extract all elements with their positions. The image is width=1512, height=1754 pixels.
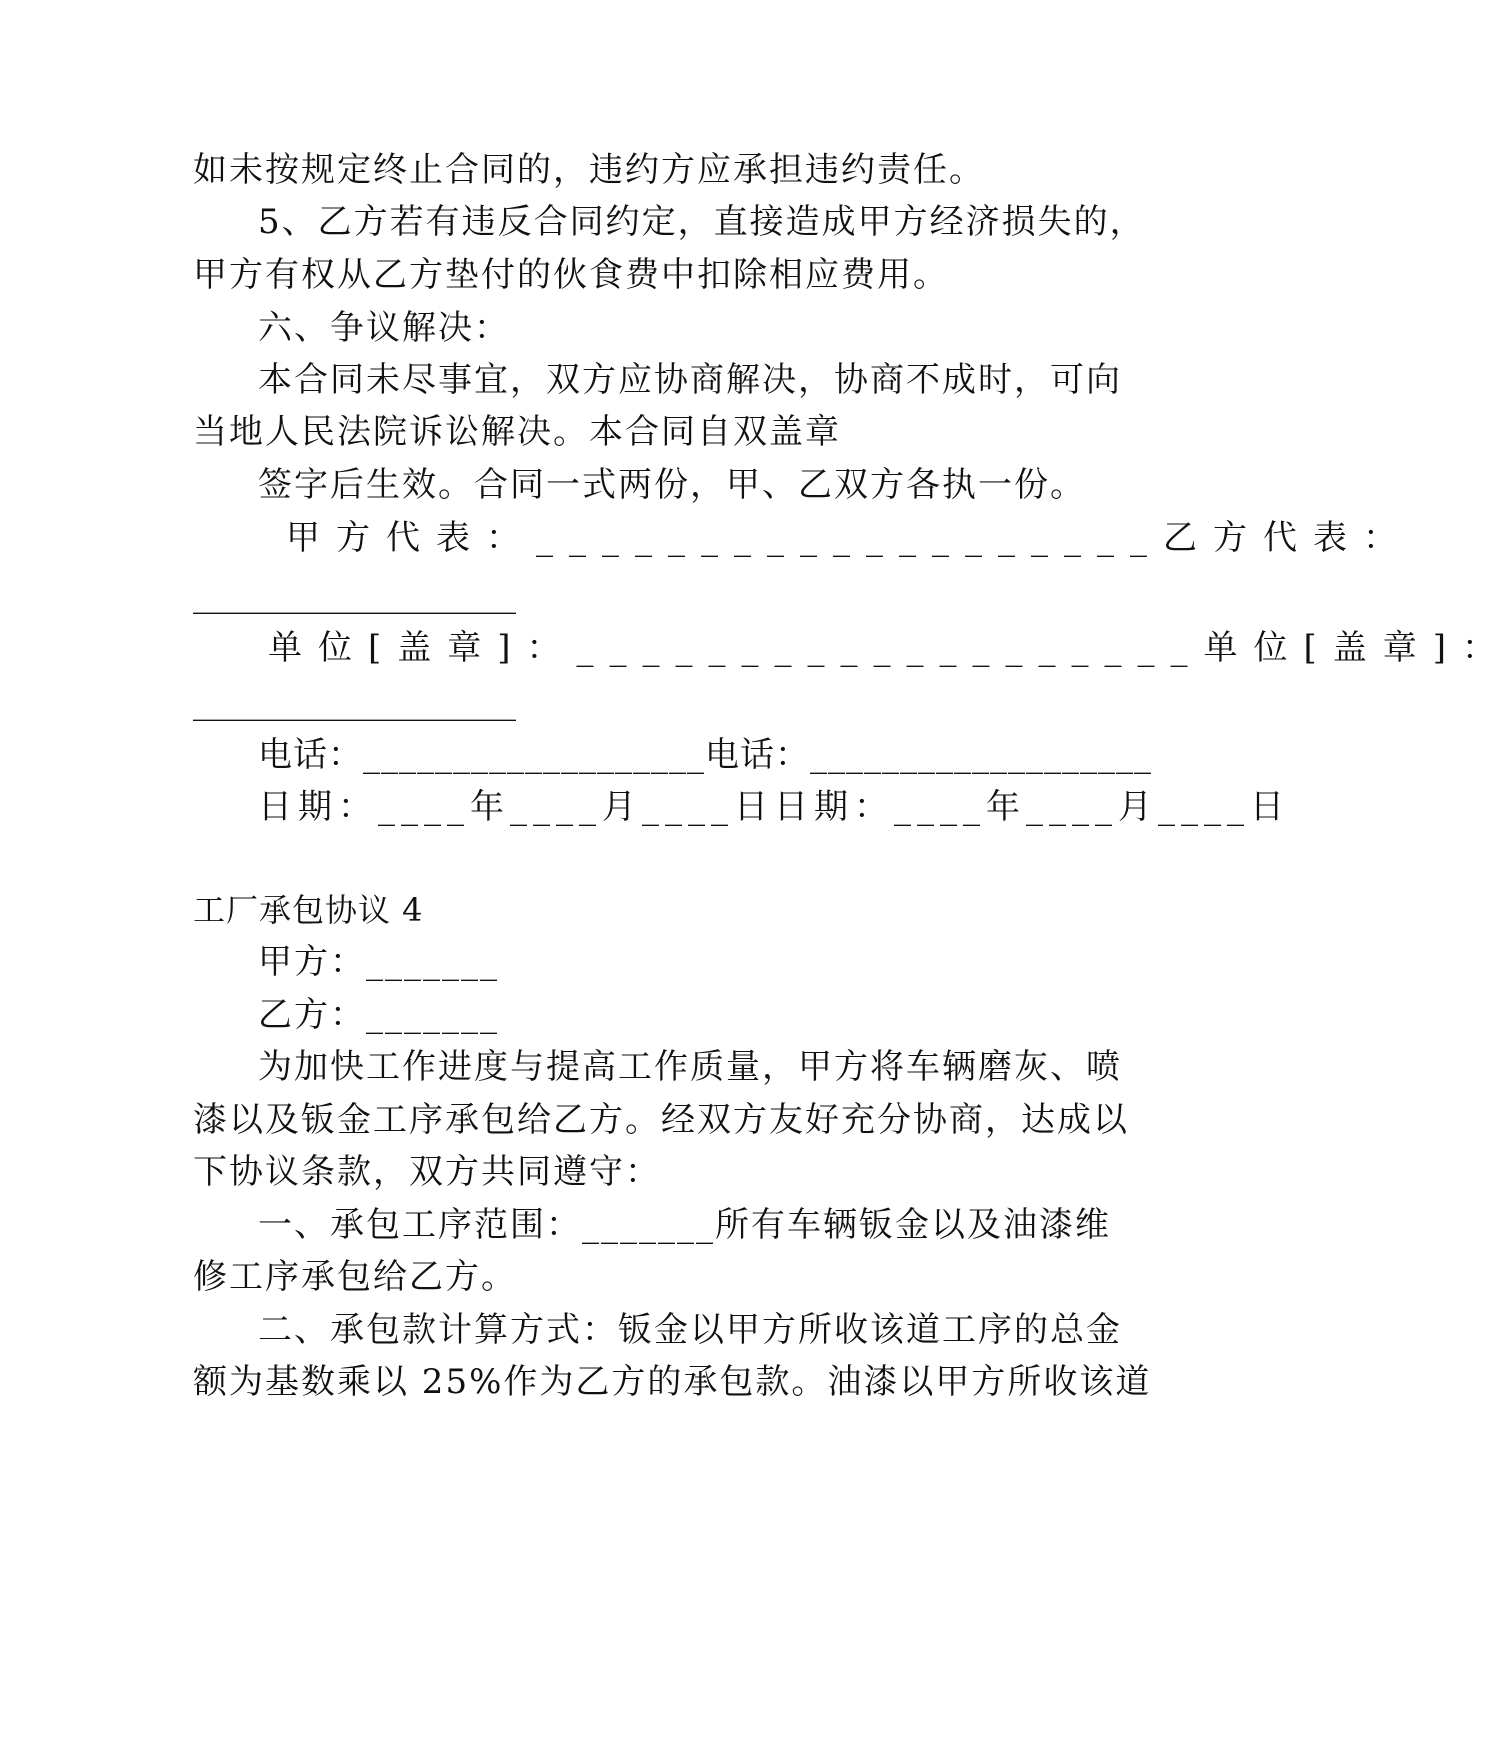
- party-a-line: 甲方：_______: [258, 942, 499, 982]
- paragraph-line: 下协议条款，双方共同遵守：: [193, 1152, 661, 1192]
- paragraph-line: 漆以及钣金工序承包给乙方。经双方友好充分协商，达成以: [193, 1100, 1129, 1140]
- paragraph-line: 额为基数乘以 25%作为乙方的承包款。油漆以甲方所收该道: [193, 1362, 1152, 1402]
- paragraph-line: 修工序承包给乙方。: [193, 1257, 517, 1297]
- agreement-title: 工厂承包协议 4: [193, 891, 424, 929]
- signature-line-representative: 甲方代表：___________________乙方代表：: [286, 518, 1413, 558]
- paragraph-line: 签字后生效。合同一式两份，甲、乙双方各执一份。: [258, 465, 1086, 505]
- section-heading: 一、承包工序范围：_______所有车辆钣金以及油漆维: [258, 1205, 1111, 1245]
- party-b-line: 乙方：_______: [258, 995, 499, 1035]
- signature-line-date: 日期：____年____月____日日期：____年____月____日: [258, 787, 1290, 827]
- blank-underline: ___________________: [193, 682, 516, 722]
- section-heading: 二、承包款计算方式：钣金以甲方所收该道工序的总金: [258, 1310, 1122, 1350]
- blank-underline: ___________________: [193, 575, 516, 615]
- paragraph-line: 5、乙方若有违反合同约定，直接造成甲方经济损失的，: [258, 202, 1146, 242]
- paragraph-line: 为加快工作进度与提高工作质量，甲方将车辆磨灰、喷: [258, 1047, 1122, 1087]
- paragraph-line: 如未按规定终止合同的，违约方应承担违约责任。: [193, 150, 985, 190]
- signature-line-seal: 单位[盖章]：___________________单位[盖章]：: [268, 628, 1512, 668]
- signature-line-phone: 电话：___________________电话：___________________: [258, 735, 1152, 775]
- paragraph-line: 当地人民法院诉讼解决。本合同自双盖章: [193, 412, 841, 452]
- paragraph-line: 甲方有权从乙方垫付的伙食费中扣除相应费用。: [193, 255, 949, 295]
- section-heading: 六、争议解决：: [258, 308, 510, 348]
- paragraph-line: 本合同未尽事宜，双方应协商解决，协商不成时，可向: [258, 360, 1122, 400]
